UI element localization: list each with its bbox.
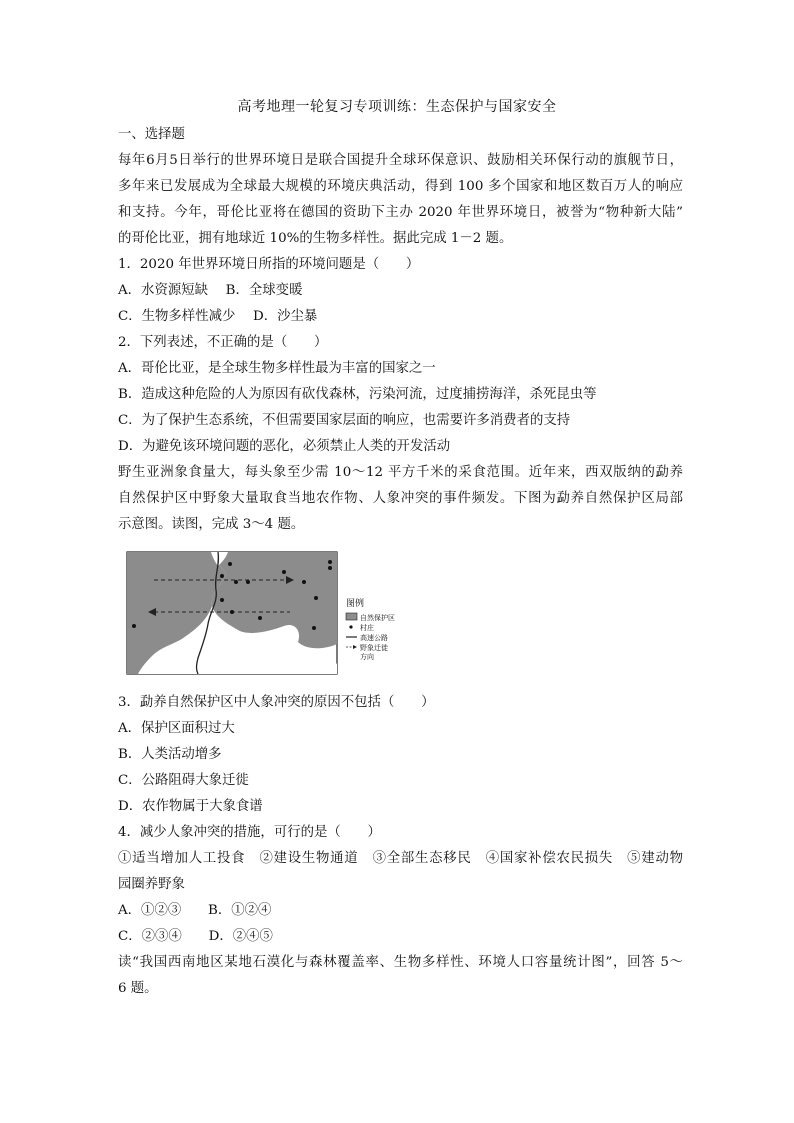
passage1-line: 和支持。今年，哥伦比亚将在德国的资助下主办 2020 年世界环境日，被誉为“物种新大陆” bbox=[118, 205, 683, 220]
village-dot bbox=[220, 598, 224, 602]
legend-village-dot bbox=[349, 625, 352, 628]
question-1-stem: 1．2020 年世界环境日所指的环境问题是（ ） bbox=[118, 257, 420, 272]
question-3-option: D．农作物属于大象食谱 bbox=[118, 799, 263, 814]
legend-road-label: 高速公路 bbox=[360, 634, 388, 642]
village-dot bbox=[230, 610, 234, 614]
question-1-option: A．水资源短缺 B．全球变暖 bbox=[118, 283, 303, 298]
passage2-line: 野生亚洲象食量大，每头象至少需 10～12 平方千米的采食范围。近年来，西双版纳的勐养 bbox=[118, 465, 683, 480]
village-dot bbox=[234, 580, 238, 584]
question-2-stem: 2．下列表述，不正确的是（ ） bbox=[118, 335, 328, 350]
reserve-map bbox=[118, 546, 418, 682]
map-legend bbox=[346, 597, 395, 661]
question-4-option: C．②③④ D．②④⑤ bbox=[118, 929, 273, 944]
section-heading: 一、选择题 bbox=[118, 127, 185, 142]
legend-village-label: 村庄 bbox=[360, 624, 374, 632]
document-title: 高考地理一轮复习专项训练：生态保护与国家安全 bbox=[237, 99, 557, 115]
question-4-measures: ①适当增加人工投食 ②建设生物通道 ③全部生态移民 ④国家补偿农民损失 ⑤建动物 bbox=[118, 851, 683, 866]
village-dot bbox=[328, 560, 332, 564]
village-dot bbox=[282, 570, 286, 574]
legend-migration-label-2: 方向 bbox=[360, 653, 374, 661]
question-3-stem: 3．勐养自然保护区中人象冲突的原因不包括（ ） bbox=[118, 695, 435, 710]
village-dot bbox=[258, 616, 262, 620]
village-dot bbox=[246, 580, 250, 584]
village-dot bbox=[328, 566, 332, 570]
legend-title: 图例 bbox=[346, 599, 365, 609]
village-dot bbox=[314, 596, 318, 600]
question-4-measures: 园圈养野象 bbox=[118, 877, 185, 892]
legend-reserve-swatch bbox=[346, 613, 357, 620]
question-2-option: B．造成这种危险的人为原因有砍伐森林，污染河流，过度捕捞海洋，杀死昆虫等 bbox=[118, 387, 597, 402]
village-dot bbox=[220, 574, 224, 578]
document-body bbox=[118, 122, 683, 1002]
passage2-line: 示意图。读图，完成 3～4 题。 bbox=[118, 517, 305, 532]
village-dot bbox=[228, 562, 232, 566]
question-2-option: A．哥伦比亚，是全球生物多样性最为丰富的国家之一 bbox=[118, 361, 436, 376]
question-1-option: C．生物多样性减少 D．沙尘暴 bbox=[118, 309, 318, 324]
question-4-option: A．①②③ B．①②④ bbox=[118, 903, 272, 918]
passage1-line: 每年6月5日举行的世界环境日是联合国提升全球环保意识、鼓励相关环保行动的旗舰节日， bbox=[118, 153, 683, 168]
question-3-option: C．公路阻碍大象迁徙 bbox=[118, 773, 249, 788]
village-dot bbox=[132, 624, 136, 628]
passage2-line: 自然保护区中野象大量取食当地农作物、人象冲突的事件频发。下图为勐养自然保护区局部 bbox=[118, 491, 683, 506]
question-3-option: B．人类活动增多 bbox=[118, 747, 222, 762]
village-dot bbox=[302, 580, 306, 584]
question-4-stem: 4．减少人象冲突的措施，可行的是（ ） bbox=[118, 825, 381, 840]
reserve-map-figure bbox=[118, 546, 683, 682]
question-2-option: C．为了保护生态系统，不但需要国家层面的响应，也需要许多消费者的支持 bbox=[118, 413, 571, 428]
legend-migration-arrow bbox=[353, 645, 357, 649]
legend-reserve-label: 自然保护区 bbox=[360, 614, 395, 622]
passage1-line: 多年来已发展成为全球最大规模的环境庆典活动，得到 100 多个国家和地区数百万人的响应 bbox=[118, 179, 683, 194]
village-dot bbox=[312, 626, 316, 630]
passage3-line: 6 题。 bbox=[118, 981, 158, 996]
question-2-option: D．为避免该环境问题的恶化，必须禁止人类的开发活动 bbox=[118, 439, 451, 454]
legend-migration-label: 野象迁徙 bbox=[360, 644, 388, 652]
question-3-option: A．保护区面积过大 bbox=[118, 721, 235, 736]
passage3-line: 读“我国西南地区某地石漠化与森林覆盖率、生物多样性、环境人口容量统计图”，回答 5～ bbox=[118, 955, 683, 970]
passage1-line: 的哥伦比亚，拥有地球近 10%的生物多样性。据此完成 1－2 题。 bbox=[118, 231, 513, 246]
